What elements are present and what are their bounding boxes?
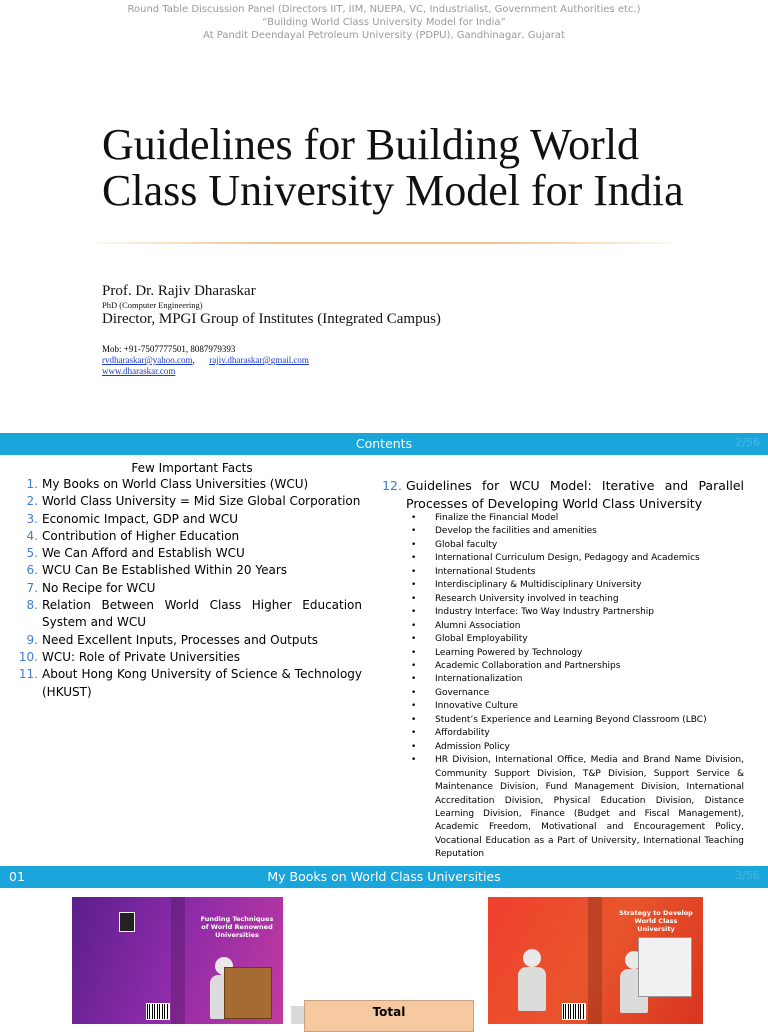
author-block — [102, 282, 441, 328]
guidelines-heading-text: Guidelines for WCU Model: Iterative and Parallel Processes of Developing World Class University — [406, 478, 744, 511]
facts-item-number: 3. — [26, 511, 38, 526]
barcode-image — [562, 1003, 586, 1020]
sign-board-illustration — [224, 967, 272, 1019]
mobile-numbers: Mob: +91-7507777501, 8087979393 — [102, 344, 236, 354]
header-venue-line: At Pandit Deendayal Petroleum University (PDPU), Gandhinagar, Gujarat — [203, 30, 565, 41]
guideline-item: • Develop the facilities and amenities — [410, 525, 744, 538]
facts-item-text: Relation Between World Class Higher Education System and WCU — [42, 598, 362, 630]
guideline-item: • Industry Interface: Two Way Industry Partnership — [410, 606, 744, 619]
facts-item-text: Economic Impact, GDP and WCU — [42, 511, 239, 526]
author-degree: PhD (Computer Engineering) — [102, 300, 203, 310]
guidelines-list — [410, 512, 744, 862]
author-portrait-image — [119, 912, 135, 932]
facts-item-number: 7. — [26, 580, 38, 595]
guideline-item: • International Curriculum Design, Pedagogy and Academics — [410, 552, 744, 565]
facts-item-text: Need Excellent Inputs, Processes and Outputs — [42, 632, 319, 647]
facts-list-item — [14, 580, 362, 597]
total-references-box — [304, 1000, 474, 1032]
facts-item-text: WCU: Role of Private Universities — [42, 649, 240, 664]
website-link[interactable]: www.dharaskar.com — [102, 366, 176, 376]
book-cover-strategy-wcu — [488, 897, 703, 1024]
guideline-item: • Innovative Culture — [410, 700, 744, 713]
facts-item-text: My Books on World Class Universities (WCU) — [42, 477, 309, 491]
facts-item-number: 8. — [26, 598, 38, 613]
title-divider — [96, 242, 672, 244]
author-position: Director, MPGI Group of Institutes (Integrated Campus) — [102, 311, 441, 327]
guideline-item: • Finalize the Financial Model — [410, 512, 744, 525]
guideline-item: • Research University involved in teaching — [410, 593, 744, 606]
facts-item-text: No Recipe for WCU — [42, 580, 156, 595]
facts-list-item — [14, 562, 362, 579]
guideline-item: • HR Division, International Office, Media and Brand Name Division, Community Support Division, T&P Division, Support Service & Maintenance Division, Fund Management Division, International Accreditation Division, Physical Education Division, Distance Learning Division, Finance (Budget and Fiscal Management), Academic Freedom, Motivational and Encouragement Policy, Vocational Education as a Part of University, International Teaching Reputation — [410, 754, 744, 862]
title-line-2: Class University Model for India — [102, 166, 684, 215]
total-box-shadow — [291, 1006, 305, 1024]
guideline-item: • Global faculty — [410, 539, 744, 552]
email-link-yahoo[interactable]: rvdharaskar@yahoo.com — [102, 355, 193, 365]
book2-title: Strategy to Develop World Class University — [619, 909, 693, 933]
contents-bar — [0, 433, 768, 455]
facts-item-number: 9. — [26, 632, 38, 647]
email-link-gmail[interactable]: rajiv.dharaskar@gmail.com — [209, 355, 309, 365]
guideline-item: • Student’s Experience and Learning Beyond Classroom (LBC) — [410, 714, 744, 727]
books-page-number: 3/56 — [735, 869, 760, 882]
facts-item-number: 4. — [26, 528, 38, 543]
page-title — [102, 122, 684, 214]
facts-list-item — [14, 528, 362, 545]
facts-item-number: 6. — [26, 563, 38, 578]
email-separator: , — [192, 355, 195, 365]
facts-item-text: World Class University = Mid Size Global Corporation — [42, 494, 361, 509]
facts-list-item — [14, 511, 362, 528]
guideline-item: • Global Employability — [410, 633, 744, 646]
author-name: Prof. Dr. Rajiv Dharaskar — [102, 283, 256, 299]
facts-item-text: About Hong Kong University of Science & Technology (HKUST) — [42, 667, 362, 699]
contact-block — [102, 344, 309, 377]
guideline-item: • Governance — [410, 687, 744, 700]
sign-board-illustration — [638, 937, 692, 997]
guideline-item: • Affordability — [410, 727, 744, 740]
guideline-item: • Interdisciplinary & Multidisciplinary University — [410, 579, 744, 592]
facts-item-number: 5. — [26, 546, 38, 561]
book-spine — [588, 897, 602, 1024]
total-label: Total — [372, 1005, 406, 1019]
guideline-item: • Alumni Association — [410, 620, 744, 633]
books-bar-label: My Books on World Class Universities — [267, 869, 501, 884]
header-panel-line: Round Table Discussion Panel (Directors IIT, IIM, NUEPA, VC, Industrialist, Government Authorities etc.) — [127, 4, 641, 15]
title-line-1: Guidelines for Building World — [102, 120, 640, 169]
contents-bar-label: Contents — [355, 436, 413, 451]
books-bar — [0, 866, 768, 888]
facts-list-item — [14, 545, 362, 562]
facts-list-item — [14, 666, 362, 701]
guideline-item: • Academic Collaboration and Partnerships — [410, 660, 744, 673]
facts-list-item — [14, 476, 362, 493]
book-spine — [171, 897, 185, 1024]
barcode-image — [146, 1003, 170, 1020]
guidelines-number: 12. — [382, 478, 402, 493]
guidelines-heading — [380, 477, 744, 512]
facts-heading: Few Important Facts — [131, 461, 253, 475]
facts-list-item — [14, 632, 362, 649]
facts-item-text: Contribution of Higher Education — [42, 528, 240, 543]
figure-illustration — [510, 949, 554, 1013]
facts-item-number: 11. — [18, 667, 38, 682]
facts-list-item — [14, 649, 362, 666]
facts-list — [14, 476, 362, 701]
book1-title: Funding Techniques of World Renowned Universities — [200, 915, 274, 939]
facts-item-text: WCU Can Be Established Within 20 Years — [42, 563, 288, 578]
facts-item-number: 1. — [26, 477, 38, 491]
facts-item-text: We Can Afford and Establish WCU — [42, 546, 245, 561]
facts-list-item — [14, 493, 362, 510]
facts-item-number: 10. — [18, 649, 38, 664]
guideline-item: • Learning Powered by Technology — [410, 647, 744, 660]
facts-list-item — [14, 597, 362, 632]
contents-page-number: 2/56 — [735, 436, 760, 449]
guideline-item: • Admission Policy — [410, 741, 744, 754]
books-section-number: 01 — [9, 869, 25, 884]
facts-item-number: 2. — [26, 494, 38, 509]
book-cover-funding-techniques — [72, 897, 283, 1024]
header-topic-line: “Building World Class University Model for India” — [262, 17, 506, 28]
guideline-item: • Internationalization — [410, 673, 744, 686]
guideline-item: • International Students — [410, 566, 744, 579]
